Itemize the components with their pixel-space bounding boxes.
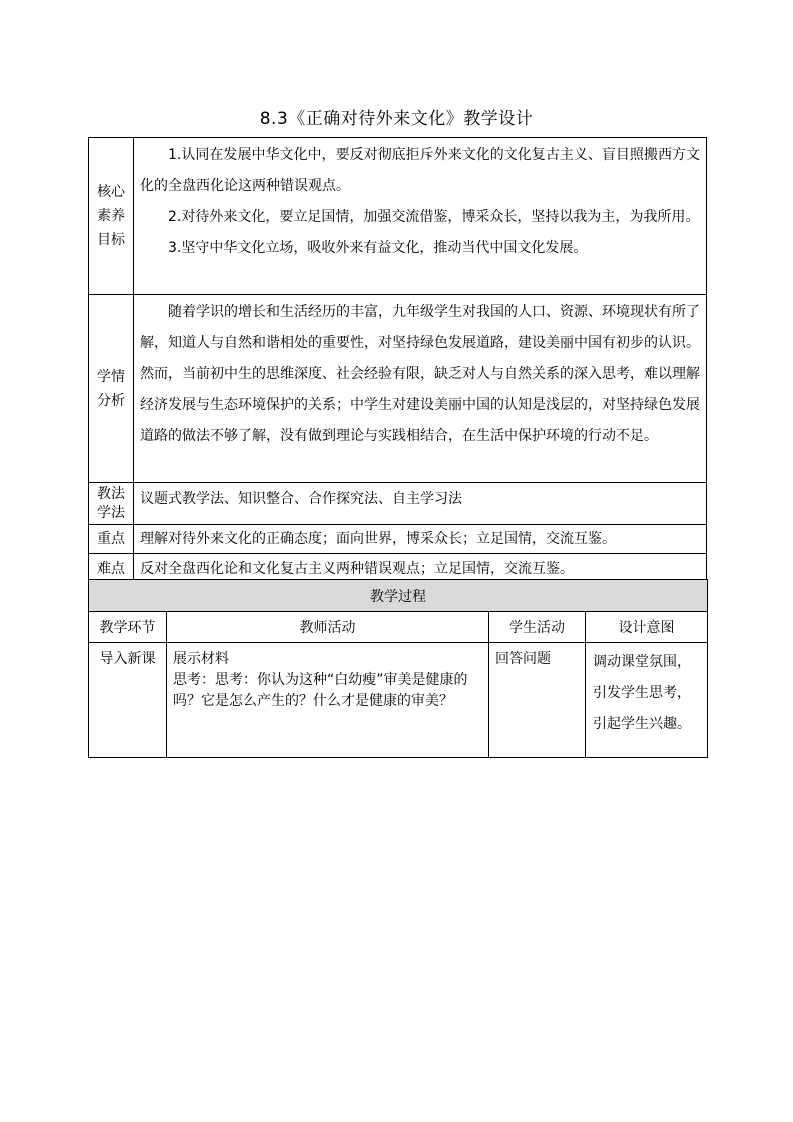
teacher-cell bbox=[167, 643, 489, 758]
label-core-goals bbox=[89, 138, 134, 295]
label-student-analysis bbox=[89, 295, 134, 483]
row-student-analysis bbox=[89, 295, 707, 483]
design-table bbox=[88, 137, 707, 584]
label-difficulties: 难点 bbox=[89, 554, 134, 584]
label-line: 学法 bbox=[97, 504, 125, 521]
header-intent: 设计意图 bbox=[586, 612, 708, 643]
label-line: 素养 bbox=[97, 208, 125, 224]
row-methods bbox=[89, 483, 707, 525]
stage-text: 导入新课 bbox=[99, 651, 156, 667]
goal-paragraph: 3.坚守中华文化立场，吸收外来有益文化，推动当代中国文化发展。 bbox=[168, 240, 588, 256]
goal-paragraph: 2.对待外来文化，要立足国情，加强交流借鉴，博采众长，坚持以我为主，为我所用。 bbox=[168, 209, 700, 225]
stage-cell bbox=[89, 643, 167, 758]
header-student: 学生活动 bbox=[489, 612, 586, 643]
goal-paragraph: 1.认同在发展中华文化中，要反对彻底拒斥外来文化的文化复古主义、盲目照搬西方文化的全盘西化论这两种错误观点。 bbox=[140, 147, 700, 194]
label-line: 学情 bbox=[97, 368, 125, 385]
student-cell bbox=[489, 643, 586, 758]
process-band-title: 教学过程 bbox=[89, 580, 708, 612]
label-key-points: 重点 bbox=[89, 525, 134, 554]
process-header-row bbox=[89, 612, 708, 643]
row-key-points bbox=[89, 525, 707, 554]
header-teacher: 教师活动 bbox=[167, 612, 489, 643]
student-text: 回答问题 bbox=[495, 651, 551, 667]
methods-content: 议题式教学法、知识整合、合作探究法、自主学习法 bbox=[134, 483, 707, 525]
process-band-row bbox=[89, 580, 708, 612]
difficulties-content: 反对全盘西化论和文化复古主义两种错误观点；立足国情，交流互鉴。 bbox=[134, 554, 707, 584]
intent-text: 调动课堂氛围，引发学生思考，引起学生兴趣。 bbox=[593, 654, 691, 732]
label-methods bbox=[89, 483, 134, 525]
label-line: 分析 bbox=[97, 392, 125, 409]
teacher-line: 展示材料 bbox=[173, 651, 229, 667]
process-table bbox=[88, 579, 708, 758]
core-goals-content bbox=[134, 138, 707, 295]
row-core-goals bbox=[89, 138, 707, 295]
student-analysis-content bbox=[134, 295, 707, 483]
label-line: 目标 bbox=[97, 232, 125, 248]
teacher-line: 思考：思考：你认为这种“白幼瘦”审美是健康的吗？它是怎么产生的？什么才是健康的审美？ bbox=[173, 672, 468, 709]
label-line: 教法 bbox=[97, 485, 125, 502]
analysis-paragraph: 随着学识的增长和生活经历的丰富，九年级学生对我国的人口、资源、环境现状有所了解，知道人与自然和谐相处的重要性，对坚持绿色发展道路，建设美丽中国有初步的认识。然而，当前初中生的思维深度、社会经验有限，缺乏对人与自然关系的深入思考，难以理解经济发展与生态环境保护的关系；中学生对建设美丽中国的认知是浅层的，对坚持绿色发展道路的做法不够了解，没有做到理论与实践相结合，在生活中保护环境的行动不足。 bbox=[140, 304, 700, 444]
document-title: 8.3《正确对待外来文化》教学设计 bbox=[259, 109, 534, 129]
intent-cell bbox=[586, 643, 708, 758]
header-stage: 教学环节 bbox=[89, 612, 167, 643]
process-row-intro bbox=[89, 643, 708, 758]
key-points-content: 理解对待外来文化的正确态度；面向世界，博采众长；立足国情，交流互鉴。 bbox=[134, 525, 707, 554]
label-line: 核心 bbox=[97, 184, 125, 200]
